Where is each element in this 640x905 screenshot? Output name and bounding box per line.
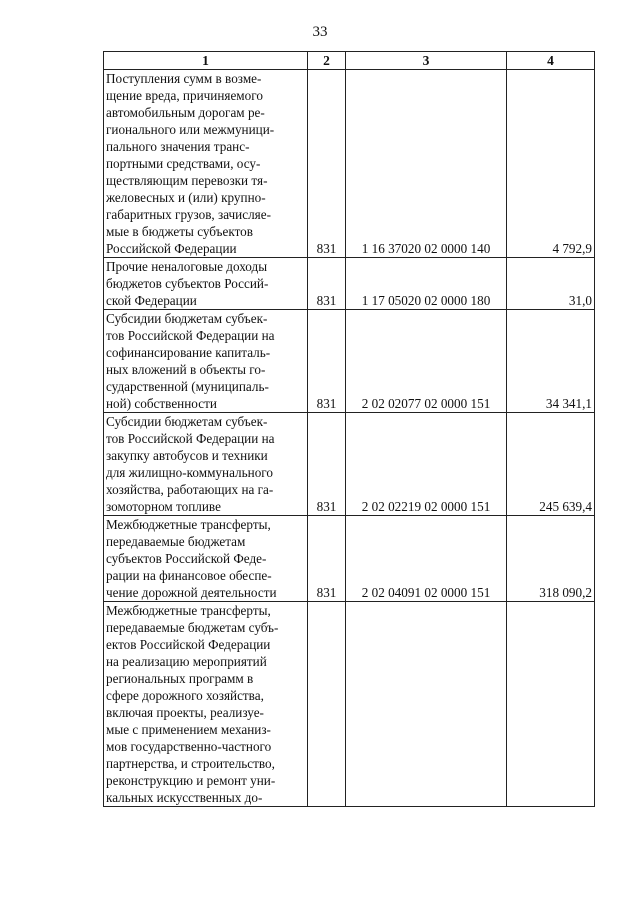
row-name: Межбюджетные трансферты, передаваемые бюджетам субъ- ектов Российской Федерации на реализацию мероприятий региональных программ в сфере дорожного хозяйства, включая проекты, реализуе- мые с применением механиз- мов государственно-частного партнерства, и строительство, реконструкцию и ремонт уни- кальных искусственных до- xyxy=(104,602,308,807)
row-name: Субсидии бюджетам субъек- тов Российской Федерации на софинансирование капиталь- ных вложений в объекты го- сударственной (муниципаль- ной) собственности xyxy=(104,310,308,413)
table-row xyxy=(104,70,595,258)
row-amount: 4 792,9 xyxy=(507,70,595,258)
row-budget-code xyxy=(346,602,507,807)
row-budget-code: 1 16 37020 02 0000 140 xyxy=(346,70,507,258)
header-col-4: 4 xyxy=(507,52,595,70)
row-amount: 318 090,2 xyxy=(507,516,595,602)
row-name: Межбюджетные трансферты, передаваемые бюджетам субъектов Российской Феде- рации на финансовое обеспе- чение дорожной деятельности xyxy=(104,516,308,602)
row-amount: 245 639,4 xyxy=(507,413,595,516)
table-row xyxy=(104,516,595,602)
row-amount: 31,0 xyxy=(507,258,595,310)
row-budget-code: 2 02 02077 02 0000 151 xyxy=(346,310,507,413)
table-row xyxy=(104,413,595,516)
row-admin-code: 831 xyxy=(308,413,346,516)
row-admin-code: 831 xyxy=(308,258,346,310)
row-amount xyxy=(507,602,595,807)
row-budget-code: 2 02 02219 02 0000 151 xyxy=(346,413,507,516)
table-row xyxy=(104,258,595,310)
header-col-3: 3 xyxy=(346,52,507,70)
table-row xyxy=(104,602,595,807)
header-col-1: 1 xyxy=(104,52,308,70)
header-col-2: 2 xyxy=(308,52,346,70)
row-name: Прочие неналоговые доходы бюджетов субъектов Россий- ской Федерации xyxy=(104,258,308,310)
row-admin-code: 831 xyxy=(308,310,346,413)
row-budget-code: 1 17 05020 02 0000 180 xyxy=(346,258,507,310)
table-row xyxy=(104,310,595,413)
header-row xyxy=(104,52,595,70)
revenue-table xyxy=(103,51,595,807)
row-admin-code xyxy=(308,602,346,807)
row-amount: 34 341,1 xyxy=(507,310,595,413)
row-budget-code: 2 02 04091 02 0000 151 xyxy=(346,516,507,602)
row-name: Субсидии бюджетам субъек- тов Российской Федерации на закупку автобусов и техники для жилищно-коммунального хозяйства, работающих на га- зомоторном топливе xyxy=(104,413,308,516)
page-number: 33 xyxy=(312,24,328,40)
row-admin-code: 831 xyxy=(308,516,346,602)
row-admin-code: 831 xyxy=(308,70,346,258)
row-name: Поступления сумм в возме- щение вреда, причиняемого автомобильным дорогам ре- гионального или межмуници- пального значения транс- портными средствами, осу- ществляющим перевозки тя- желовесных и (или) крупно- габаритных грузов, зачисляе- мые в бюджеты субъектов Российской Федерации xyxy=(104,70,308,258)
